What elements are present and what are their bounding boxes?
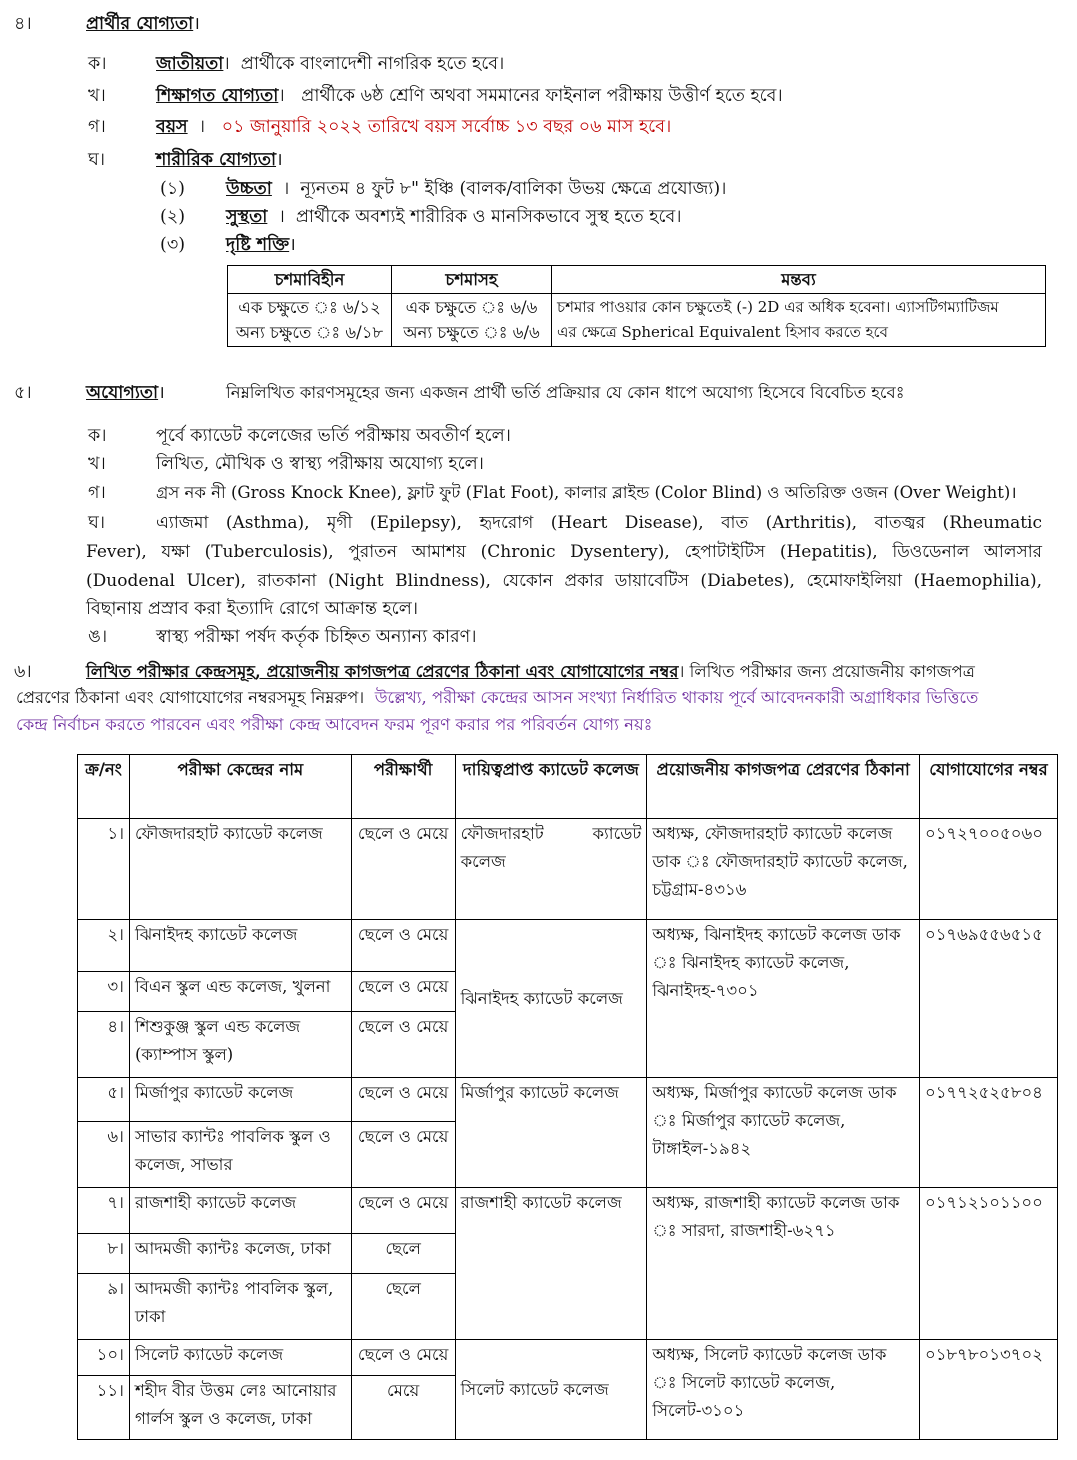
- row-examinee: ছেলে ও মেয়ে: [351, 1078, 455, 1122]
- row-center: ঝিনাইদহ ক্যাডেট কলেজ: [129, 920, 351, 972]
- row-examinee: মেয়ে: [351, 1376, 455, 1440]
- section-4-title: প্রার্থীর যোগ্যতা: [86, 14, 194, 34]
- row-examinee: ছেলে ও মেয়ে: [351, 1340, 455, 1376]
- row-phone: ০১৭৭২৫২৫৮০৪: [919, 1078, 1057, 1188]
- row-examinee: ছেলে ও মেয়ে: [351, 972, 455, 1012]
- s4-item-key: বয়স: [156, 117, 188, 137]
- physical-key: সুস্থতা: [226, 207, 268, 227]
- s5-item-label: খ।: [88, 454, 106, 474]
- s5-gha-line: (Duodenal Ulcer), রাতকানা (Night Blindness), যেকোন প্রকার ডায়াবেটিস (Diabetes), হেমোফাইলিয়া (Haemophilia),: [86, 571, 1042, 591]
- row-center: বিএন স্কুল এন্ড কলেজ, খুলনা: [129, 972, 351, 1012]
- row-sl: ৩।: [78, 972, 130, 1012]
- eye-remark: চশমার পাওয়ার কোন চক্ষুতেই (-) 2D এর অধিক হবেনা। এ্যাসটিগম্যাটিজম: [557, 298, 999, 316]
- s4-item-label: গ।: [88, 117, 106, 137]
- col-header: পরীক্ষা কেন্দ্রের নাম: [129, 755, 351, 819]
- row-examinee: ছেলে ও মেয়ে: [351, 1122, 455, 1188]
- row-examinee: ছেলে ও মেয়ে: [351, 819, 455, 920]
- row-center: শিশুকুঞ্জ স্কুল এন্ড কলেজ (ক্যাম্পাস স্কুল): [129, 1012, 351, 1078]
- section-6-after-title: । লিখিত পরীক্ষার জন্য প্রয়োজনীয় কাগজপত্র: [678, 662, 975, 681]
- s5-gha-line: এ্যাজমা (Asthma), মৃগী (Epilepsy), হৃদরোগ (Heart Disease), বাত (Arthritis), বাতজ্বর (Rheumatic: [156, 513, 1042, 533]
- eye-value: এক চক্ষুতে ঃ ৬/৬: [405, 298, 538, 317]
- row-center: মির্জাপুর ক্যাডেট কলেজ: [129, 1078, 351, 1122]
- col-header: ক্র/নং: [78, 755, 130, 819]
- eye-remark: এর ক্ষেত্রে Spherical Equivalent হিসাব করতে হবে: [557, 323, 888, 341]
- row-examinee: ছেলে ও মেয়ে: [351, 1188, 455, 1234]
- row-address: অধ্যক্ষ, সিলেট ক্যাডেট কলেজ ডাক ঃ সিলেট ক্যাডেট কলেজ, সিলেট-৩১০১: [647, 1340, 920, 1440]
- physical-num: (২): [160, 207, 186, 227]
- eye-value: অন্য চক্ষুতে ঃ ৬/৬: [403, 323, 540, 342]
- eye-header: চশমাসহ: [392, 266, 552, 294]
- table-row: [78, 1188, 1058, 1234]
- col-header: যোগাযোগের নম্বর: [919, 755, 1057, 819]
- row-examinee: ছেলে: [351, 1234, 455, 1274]
- row-center: রাজশাহী ক্যাডেট কলেজ: [129, 1188, 351, 1234]
- section-6-line2: প্রেরণের ঠিকানা এবং যোগাযোগের নম্বরসমূহ নিম্নরুপ।: [16, 688, 365, 707]
- s4-item-key: শিক্ষাগত যোগ্যতা: [156, 86, 279, 106]
- row-address: অধ্যক্ষ, রাজশাহী ক্যাডেট কলেজ ডাক ঃ সারদা, রাজশাহী-৬২৭১: [647, 1188, 920, 1340]
- row-phone: ০১৮৭৮০১৩৭০২: [919, 1340, 1057, 1440]
- s4-item-key: জাতীয়তা: [156, 54, 224, 74]
- section-5-intro: নিম্নলিখিত কারণসমূহের জন্য একজন প্রার্থী ভর্তি প্রক্রিয়ার যে কোন ধাপে অযোগ্য হিসেবে বিবেচিত হবেঃ: [226, 383, 905, 402]
- section-6-title: লিখিত পরীক্ষার কেন্দ্রসমূহ, প্রয়োজনীয় কাগজপত্র প্রেরণের ঠিকানা এবং যোগাযোগের নম্বর: [86, 662, 679, 681]
- s4-item-label: খ।: [88, 86, 106, 106]
- physical-num: (১): [160, 179, 186, 199]
- row-sl: ৭।: [78, 1188, 130, 1234]
- row-address: অধ্যক্ষ, মির্জাপুর ক্যাডেট কলেজ ডাক ঃ মির্জাপুর ক্যাডেট কলেজ, টাঙ্গাইল-১৯৪২: [647, 1078, 920, 1188]
- section-6-number: ৬।: [14, 662, 32, 682]
- row-sl: ৪।: [78, 1012, 130, 1078]
- table-row: [78, 1340, 1058, 1376]
- section-5-number: ৫।: [14, 383, 32, 403]
- row-sl: ১০।: [78, 1340, 130, 1376]
- row-center: আদমজী ক্যান্টঃ পাবলিক স্কুল, ঢাকা: [129, 1274, 351, 1340]
- row-sl: ১।: [78, 819, 130, 920]
- eye-header: মন্তব্য: [552, 266, 1046, 294]
- s4-item-text: প্রার্থীকে বাংলাদেশী নাগরিক হতে হবে।: [240, 54, 505, 74]
- row-college: ঝিনাইদহ ক্যাডেট কলেজ: [455, 920, 647, 1078]
- col-header: দায়িত্বপ্রাপ্ত ক্যাডেট কলেজ: [455, 755, 647, 819]
- section-5-title: অযোগ্যতা: [86, 383, 159, 403]
- row-college: ফৌজদারহাট ক্যাডেট কলেজ: [455, 819, 647, 920]
- s5-gha-line: বিছানায় প্রস্রাব করা ইত্যাদি রোগে আক্রান্ত হলে।: [86, 599, 419, 619]
- col-header: পরীক্ষার্থী: [351, 755, 455, 819]
- row-center: শহীদ বীর উত্তম লেঃ আনোয়ার গার্লস স্কুল ও কলেজ, ঢাকা: [129, 1376, 351, 1440]
- eye-value: অন্য চক্ষুতে ঃ ৬/১৮: [235, 323, 384, 342]
- section-6-note: উল্লেখ্য, পরীক্ষা কেন্দ্রের আসন সংখ্যা নির্ধারিত থাকায় পূর্বে আবেদনকারী অগ্রাধিকার ভিত্তিতে: [374, 688, 979, 707]
- s5-item-label: ঘ।: [88, 513, 106, 533]
- physical-text: প্রার্থীকে অবশ্যই শারীরিক ও মানসিকভাবে সুস্থ হতে হবে।: [295, 207, 682, 227]
- row-examinee: ছেলে ও মেয়ে: [351, 920, 455, 972]
- s4-item-text-age: ০১ জানুয়ারি ২০২২ তারিখে বয়স সর্বোচ্চ ১৩ বছর ০৬ মাস হবে।: [221, 117, 672, 137]
- row-sl: ৬।: [78, 1122, 130, 1188]
- s4-item-text: প্রার্থীকে ৬ষ্ঠ শ্রেণি অথবা সমমানের ফাইনাল পরীক্ষায় উত্তীর্ণ হতে হবে।: [301, 86, 783, 106]
- row-phone: ০১৭১২১০১১০০: [919, 1188, 1057, 1340]
- physical-text: ন্যূনতম ৪ ফুট ৮" ইঞ্চি (বালক/বালিকা উভয় ক্ষেত্রে প্রযোজ্য)।: [300, 179, 727, 199]
- row-center: আদমজী ক্যান্টঃ কলেজ, ঢাকা: [129, 1234, 351, 1274]
- table-row: [78, 819, 1058, 920]
- row-phone: ০১৭২৭০০৫০৬০: [919, 819, 1057, 920]
- s5-item-text: গ্রস নক নী (Gross Knock Knee), ফ্লাট ফুট (Flat Foot), কালার ব্লাইন্ড (Color Blind) ও অতিরিক্ত ওজন (Over Weight)।: [156, 483, 1017, 502]
- row-address: অধ্যক্ষ, ঝিনাইদহ ক্যাডেট কলেজ ডাক ঃ ঝিনাইদহ ক্যাডেট কলেজ, ঝিনাইদহ-৭৩০১: [647, 920, 920, 1078]
- row-examinee: ছেলে ও মেয়ে: [351, 1012, 455, 1078]
- row-sl: ৮।: [78, 1234, 130, 1274]
- table-row: [78, 920, 1058, 972]
- s4-item-label: ঘ।: [88, 150, 106, 170]
- row-college: সিলেট ক্যাডেট কলেজ: [455, 1340, 647, 1440]
- row-sl: ১১।: [78, 1376, 130, 1440]
- row-college: মির্জাপুর ক্যাডেট কলেজ: [455, 1078, 647, 1188]
- row-phone: ০১৭৬৯৫৫৬৫১৫: [919, 920, 1057, 1078]
- s4-item-label: ক।: [88, 54, 107, 74]
- col-header: প্রয়োজনীয় কাগজপত্র প্রেরণের ঠিকানা: [647, 755, 920, 819]
- row-sl: ২।: [78, 920, 130, 972]
- s5-item-label: ঙ।: [88, 627, 108, 647]
- eye-value: এক চক্ষুতে ঃ ৬/১২: [238, 298, 381, 317]
- row-center: সিলেট ক্যাডেট কলেজ: [129, 1340, 351, 1376]
- physical-num: (৩): [160, 235, 186, 255]
- section-6-note: কেন্দ্র নির্বাচন করতে পারবেন এবং পরীক্ষা কেন্দ্র আবেদন ফরম পূরণ করার পর পরিবর্তন যোগ্য নয়ঃ: [16, 715, 653, 734]
- physical-key: দৃষ্টি শক্তি: [226, 235, 290, 255]
- s5-item-text: স্বাস্থ্য পরীক্ষা পর্ষদ কর্তৃক চিহ্নিত অন্যান্য কারণ।: [156, 627, 477, 647]
- s5-item-text: লিখিত, মৌখিক ও স্বাস্থ্য পরীক্ষায় অযোগ্য হলে।: [156, 454, 484, 474]
- row-college: রাজশাহী ক্যাডেট কলেজ: [455, 1188, 647, 1340]
- s5-item-label: গ।: [88, 483, 106, 503]
- exam-centers-table: [77, 754, 1058, 1440]
- table-row: [78, 1078, 1058, 1122]
- row-center: সাভার ক্যান্টঃ পাবলিক স্কুল ও কলেজ, সাভার: [129, 1122, 351, 1188]
- physical-key: উচ্চতা: [226, 179, 272, 199]
- eye-header: চশমাবিহীন: [228, 266, 392, 294]
- s5-item-text: পূর্বে ক্যাডেট কলেজের ভর্তি পরীক্ষায় অবতীর্ণ হলে।: [156, 426, 511, 446]
- row-examinee: ছেলে: [351, 1274, 455, 1340]
- s5-gha-line: Fever), যক্ষা (Tuberculosis), পুরাতন আমাশয় (Chronic Dysentery), হেপাটাইটিস (Hepatitis), ডিওডেনাল আলসার: [86, 542, 1042, 562]
- section-4-number: ৪।: [14, 14, 32, 34]
- s5-item-label: ক।: [88, 426, 107, 446]
- row-address: অধ্যক্ষ, ফৌজদারহাট ক্যাডেট কলেজ ডাক ঃ ফৌজদারহাট ক্যাডেট কলেজ, চট্টগ্রাম-৪৩১৬: [647, 819, 920, 920]
- row-sl: ৯।: [78, 1274, 130, 1340]
- row-center: ফৌজদারহাট ক্যাডেট কলেজ: [129, 819, 351, 920]
- s4-item-key: শারীরিক যোগ্যতা: [156, 150, 277, 170]
- eyesight-table: [227, 265, 1046, 347]
- row-sl: ৫।: [78, 1078, 130, 1122]
